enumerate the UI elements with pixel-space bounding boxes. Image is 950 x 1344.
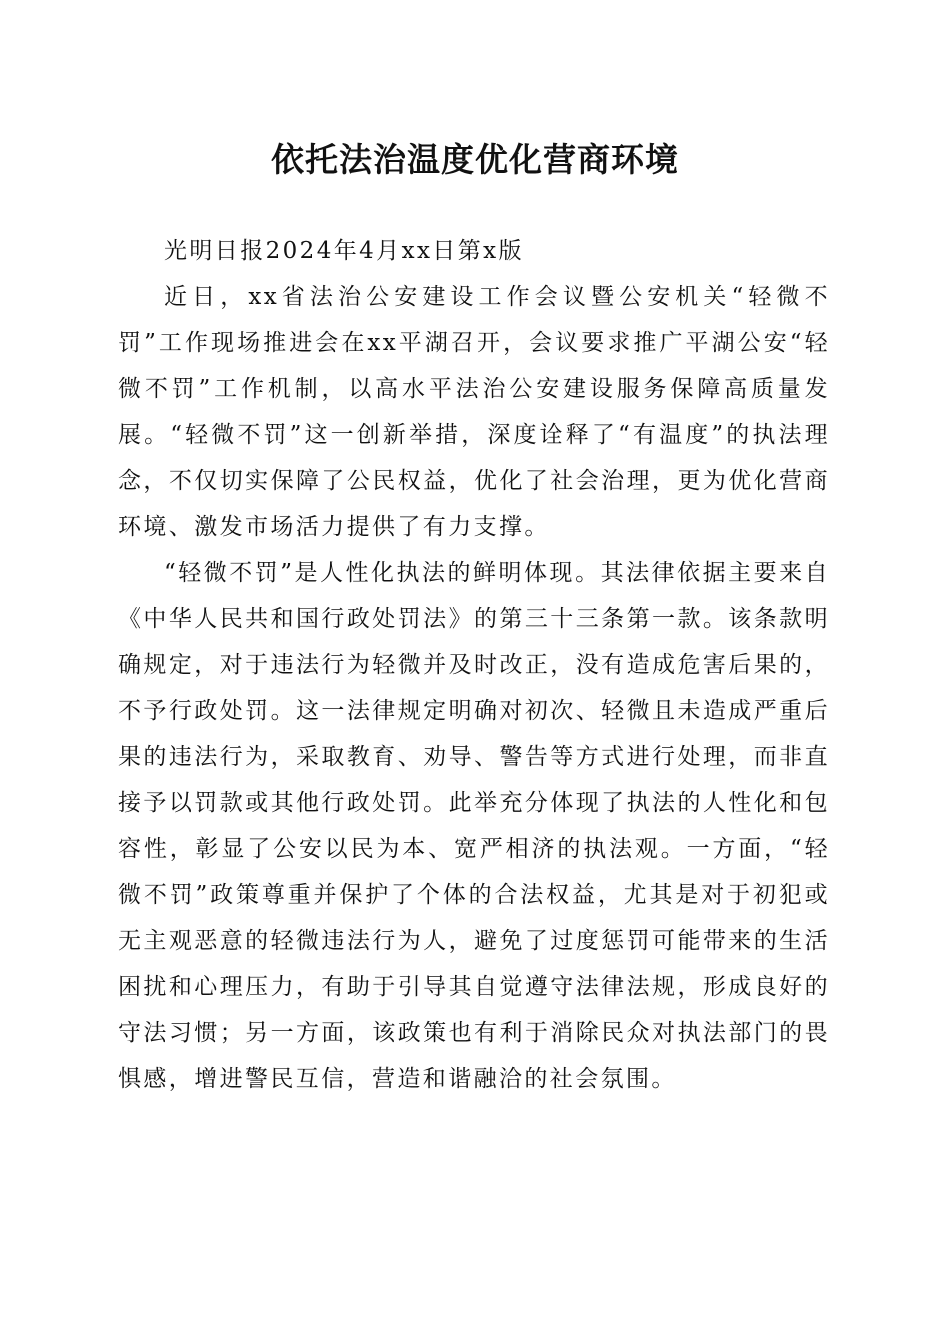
article-body bbox=[118, 228, 830, 1102]
paragraph-intro: 近日，xx省法治公安建设工作会议暨公安机关“轻微不罚”工作现场推进会在xx平湖召开，会议要求推广平湖公安“轻微不罚”工作机制，以高水平法治公安建设服务保障高质量发展。“轻微不罚”这一创新举措，深度诠释了“有温度”的执法理念，不仅切实保障了公民权益，优化了社会治理，更为优化营商环境、激发市场活力提供了有力支撑。 bbox=[118, 284, 830, 540]
source-line: 光明日报2024年4月xx日第x版 bbox=[164, 238, 524, 264]
document-title: 依托法治温度优化营商环境 bbox=[271, 140, 679, 179]
paragraph-legal-basis: “轻微不罚”是人性化执法的鲜明体现。其法律依据主要来自《中华人民共和国行政处罚法》的第三十三条第一款。该条款明确规定，对于违法行为轻微并及时改正，没有造成危害后果的，不予行政处罚。这一法律规定明确对初次、轻微且未造成严重后果的违法行为，采取教育、劝导、警告等方式进行处理，而非直接予以罚款或其他行政处罚。此举充分体现了执法的人性化和包容性，彰显了公安以民为本、宽严相济的执法观。一方面，“轻微不罚”政策尊重并保护了个体的合法权益，尤其是对于初犯或无主观恶意的轻微违法行为人，避免了过度惩罚可能带来的生活困扰和心理压力，有助于引导其自觉遵守法律法规，形成良好的守法习惯；另一方面，该政策也有利于消除民众对执法部门的畏惧感，增进警民互信，营造和谐融洽的社会氛围。 bbox=[118, 560, 830, 1092]
